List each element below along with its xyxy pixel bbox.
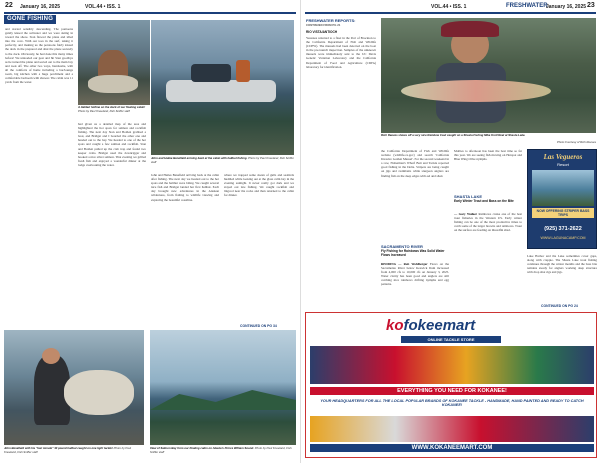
report-title: FRESHWATER REPORTS: bbox=[306, 18, 356, 23]
caption-text: Rich Reeves shows off a very nice Rainbow trout caught on a Shasta Fishing Mike Kroll Reel at Shasta Lake. bbox=[381, 133, 526, 137]
sacramento-subheading: Fly Fishing for Rainbows Was Solid Water Flows Increased bbox=[381, 249, 445, 257]
report-author: RIO VISTA/ANTIOCH bbox=[306, 30, 338, 34]
page-number: 23 bbox=[587, 2, 595, 9]
sacramento-text: Flows on the Sacramento River below Keswick Dam increased from 4,000 cfs to 10,000 cfs on January 3, 2025. Water clarity has been good and anglers are still catching nice rainbows drifting nymphs and egg patterns. bbox=[381, 262, 449, 287]
ad-description: YOUR HEADQUARTERS FOR ALL THE LOCAL POPULAR BRANDS OF KOKANEE TACKLE - HANDMADE, HAND PAINTED AND READY TO CATCH KOKANEE! bbox=[320, 399, 584, 407]
photo-rainbow-trout bbox=[381, 18, 596, 133]
volume-issue: VOL.44 • ISS. 1 bbox=[431, 4, 467, 10]
caption-rainbow-trout bbox=[381, 134, 596, 138]
section-name: FRESHWATER bbox=[506, 3, 548, 9]
report-column-1: Yeasaiee returned to a fleet in the Port of Brockton to the California Department of Fish and Wildlife (CDFW). The mussels had been detected on the boat in the pre-launch inspection. Samples of the unknown mussels were immediately sent to the UC Davis Genetic Variation Laboratory and the California Department of Food and Agriculture (CDFA) laboratory for identification. bbox=[306, 36, 376, 69]
ad-photo bbox=[532, 170, 594, 206]
shasta-text: Rainbows cruise one of the best trout fisheries in the Western US. Early winter fishing can be one of the most productive times to catch some of the larger browns and rainbows. Trout on the surface are feeding on threadfin shad. bbox=[454, 212, 522, 233]
caption-text: A Halibut hotline on the dock of our floating cabin! bbox=[78, 105, 146, 109]
ad-brand-name: fokeemart bbox=[403, 317, 476, 334]
right-header bbox=[301, 2, 600, 12]
side-column: Lake Harbor and the Lake sometimes cover gaps, along with crappie. The Shasta Lake trout fishing continues through the winter months and the bass bite remains steady for anglers working deep structure with drop shot rigs and jigs. bbox=[527, 254, 597, 275]
article-column-2: had given us a detailed map of the area and highlighted the hot spots for salmon and rockfish fishing. The next day Stan and Bolden grabbed a boat, and Bridget and I boarded the other one and headed out to the bay. We headed to one of the hot spots and caught a few salmon and rockfish. Stan and Bolden pulled up the crab trap and found two keeper crabs. Bridget used the downrigger and hooked a nice silver salmon. That evening we grilled fresh fish and enjoyed a wonderful dinner at the lodge overlooking the water. bbox=[78, 122, 146, 167]
header-rule bbox=[305, 12, 596, 14]
ad-tagline: ONLINE TACKLE STORE bbox=[401, 336, 501, 343]
photo-credit: Photo Courtesy of Rich Reeves bbox=[556, 140, 596, 144]
report-sub: CONTINUED FROM PG 21 bbox=[306, 23, 341, 27]
photo-salmon-bay bbox=[150, 330, 296, 445]
caption-text: John and Hailee Benefield arriving back at the cabin with halibut fishing. bbox=[151, 156, 248, 160]
volume-issue: VOL.44 • ISS. 1 bbox=[85, 4, 121, 10]
caption-credit: Photo by Paul Kneeland, Fish Sniffer staff bbox=[4, 446, 131, 454]
section-tag: GONE FISHING bbox=[4, 15, 56, 24]
sacramento-body bbox=[381, 262, 449, 302]
photo-big-halibut bbox=[4, 330, 144, 445]
ad-headline: EVERYTHING YOU NEED FOR KOKANEE! bbox=[310, 387, 594, 395]
ad-url[interactable]: WWW.KOKANEEMART.COM bbox=[310, 444, 594, 452]
resort-advertisement[interactable] bbox=[527, 149, 597, 249]
article-column-1: and started sensibly descending. The pontoons gently kissed the saltwater and we were skiing in toward the shore. Stan flowed the plane and idled into the cove. With our toes in the surf, taking it perfectly, and making us the pontoons fairly kissed the deck in the prepared and shut the plane securely to the dock. Obviously, he had done this many times before! We unloaded our gear and hit Stan goodbye as he turned the plane and sorted out to the main bay and took off. The other two ways, handsome, with all the comforts of home including a bar/lounge room, big kitchen with a huge perchment and a comfortable bedroom with shower. The cabin was 11 yards from the water. bbox=[5, 27, 73, 85]
shasta-heading: SHASTA LAKE bbox=[454, 194, 482, 199]
photo-boat-arrival bbox=[151, 20, 294, 155]
ad-website: WWW.LAGUNACAMP.COM bbox=[540, 236, 586, 240]
continued-label: CONTINUED ON PG 34 bbox=[240, 324, 277, 328]
caption-boat-arrival bbox=[151, 157, 294, 164]
issue-date: January 16, 2025 bbox=[20, 4, 61, 10]
ad-subtitle: Resort bbox=[557, 162, 569, 167]
article-column-4: where we trapped some dozen of gulls and seabirds huddled while looking out at the glass calm bay in the evening sunlight. It never really got dark and we stayed out late fishing. We caught rockfish and lingcod near the rocks and then returned to the cabin for dinner. bbox=[224, 173, 294, 198]
ad-brand-prefix: ko bbox=[386, 317, 404, 334]
ad-phone: (925) 371-2622 bbox=[544, 226, 582, 232]
caption-credit: Photo by Paul Kneeland, Fish Sniffer staff bbox=[151, 156, 294, 164]
kokanee-mart-advertisement[interactable] bbox=[305, 312, 597, 458]
caption-credit: Photo by Paul Kneeland, Fish Sniffer staff bbox=[78, 108, 130, 113]
sacramento-heading: SACRAMENTO RIVER bbox=[381, 244, 423, 249]
right-page bbox=[300, 0, 600, 463]
caption-text: John Benefield with his "last minute" 40 pound halibut caught on one light tackle! bbox=[4, 446, 113, 450]
page-number: 22 bbox=[5, 2, 13, 9]
shasta-author: — Gary Walker bbox=[454, 212, 478, 216]
ad-product-strip bbox=[310, 416, 594, 442]
caption-credit: Photo by Paul Kneeland, Fish Sniffer staff bbox=[150, 446, 292, 454]
left-header bbox=[0, 2, 300, 12]
ad-brand bbox=[386, 317, 475, 334]
issue-date: January 16, 2025 bbox=[546, 4, 587, 10]
report-column-3: Mollies to afternoon has been the best time so far this year. We are seeing fish moving on Hotspot and Blue Wing Olive nymphs. bbox=[454, 149, 522, 162]
report-column-2: the California Department of Fish and Wildlife website (wildlife.ca.gov) and search 'California Invasive Golden Mussel'. For the second weekend in a row, Fisherman's Wharf Bait and Tackle reported good fishing in the Delta. Stripers are being caught on jigs and swimbaits while sturgeon anglers are finding fish on the deep edges with eel and shad. bbox=[381, 149, 449, 178]
shasta-subheading: Early Winter Trout and Bass on the Bite bbox=[454, 199, 514, 203]
photo-halibut-dock bbox=[78, 20, 150, 105]
article-column-3: John and Hailes Benefield arriving back at the cabin after fishing. The next day we headed out to the hot spots and the halibut were biting. We caught several nice fish and Bridget landed her first halibut. Each day brought new adventures in the Alaskan wilderness, from fishing to wildlife viewing and exploring the beautiful coastline. bbox=[151, 173, 219, 202]
continued-label: CONTINUED ON PG 24 bbox=[541, 304, 578, 308]
ad-title: Las Vegueros bbox=[543, 153, 583, 161]
caption-big-halibut bbox=[4, 447, 144, 454]
caption-salmon-bay bbox=[150, 447, 296, 454]
caption-halibut-dock bbox=[78, 106, 150, 113]
caption-text: View of Salmon Bay from our floating cabin on Alaska's Prince William Sound. bbox=[150, 446, 254, 450]
ad-lure-strip bbox=[310, 346, 594, 384]
shasta-body bbox=[454, 212, 522, 302]
sacramento-author: REDDING — Rob Wohlberger bbox=[381, 262, 428, 266]
header-rule bbox=[4, 12, 296, 14]
ad-offer-box: NOW OFFERING STRIPER BASS TRIPS bbox=[532, 208, 594, 218]
